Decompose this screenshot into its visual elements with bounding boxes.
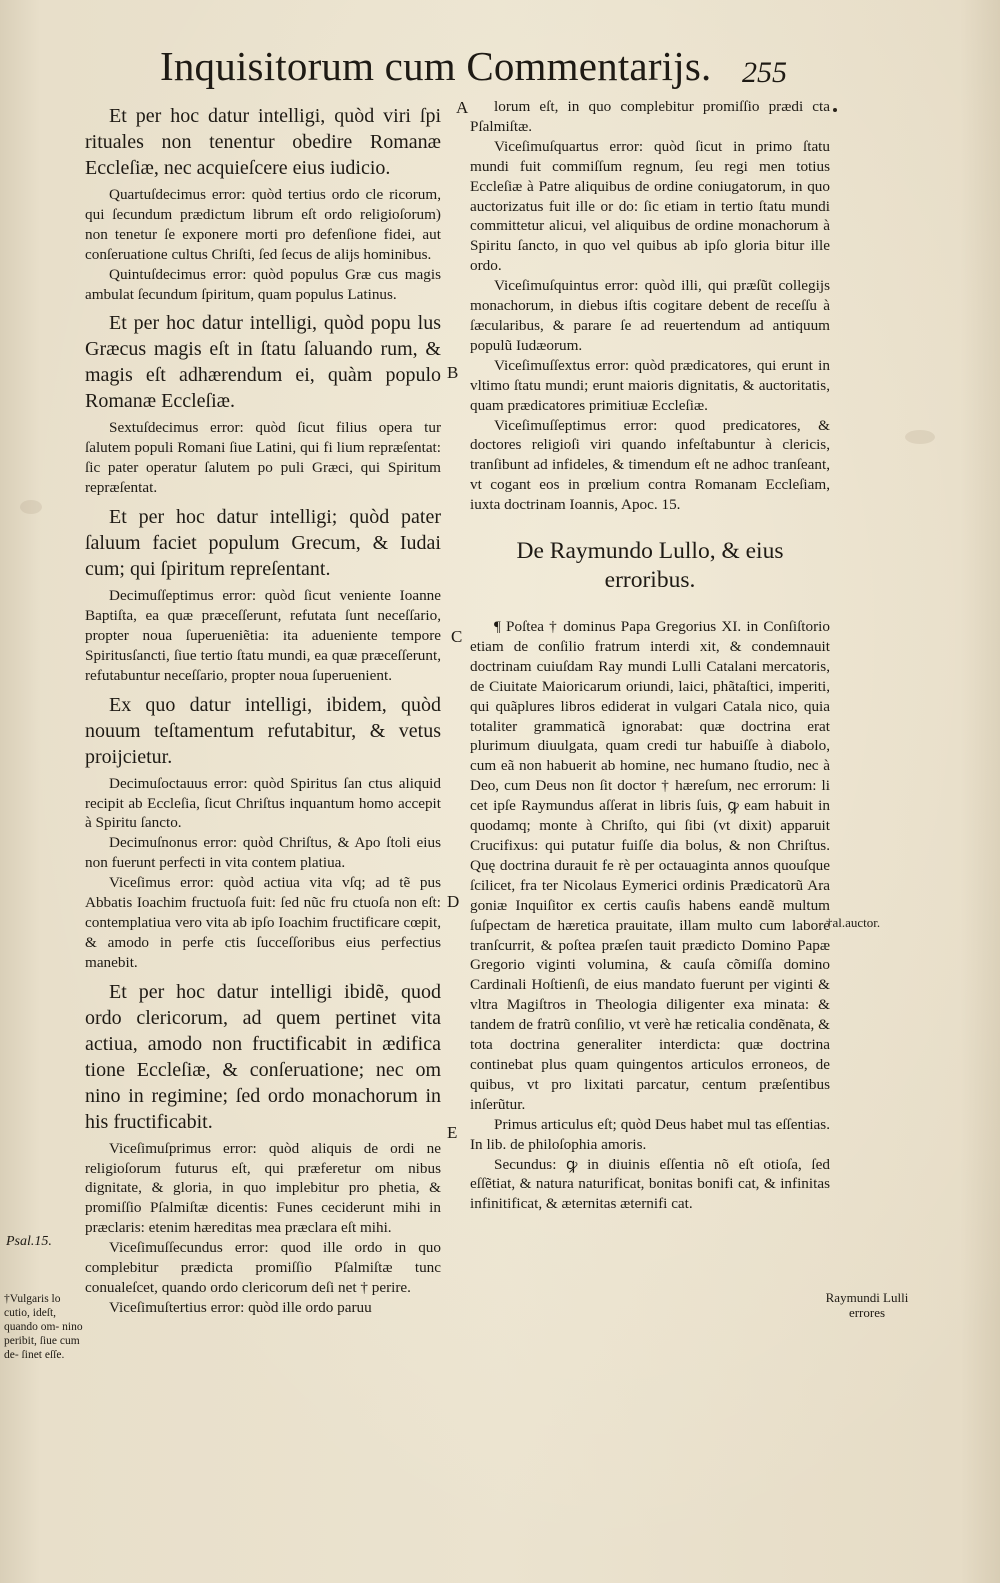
paragraph: Sextuſdecimus error: quòd ſicut filius opera tur ſalutem populi Romani ſiue Latini, qui fi lium repræſentat: ſic pater operatur ſalutem po puli Græci, qui Spiritum repræſentat. <box>85 419 441 497</box>
paragraph: lorum eſt, in quo complebitur promiſſio prædi cta Pſalmiſtæ. <box>470 98 830 135</box>
paragraph: Decimuſſeptimus error: quòd ſicut veniente Ioanne Baptiſta, ea quæ præceſſerunt, refutata ſunt neceſſario, propter noua ſuperueniẽtia: ita adueniente tempore Spiritusſancti, ſiue tertio ſtatu mundi, ea quæ præceſſerunt, refutabuntur neceſſario, propter noua ſuperuenient. <box>85 587 441 684</box>
printers-dot <box>833 108 837 112</box>
paper-stain <box>905 430 935 444</box>
paragraph: Decimuſoctauus error: quòd Spiritus ſan ctus aliquid recipit ab Eccleſia, ſicut Chriſtus inquantum homo accepit à Spiritu ſancto. <box>85 774 441 832</box>
paragraph: Viceſimuſſecundus error: quod ille ordo in quo complebitur prædicta promiſſio Pſalmiſtæ tunc conualeſcet, quando ordo clericorum deſi net † perire. <box>85 1239 441 1296</box>
paragraph: Viceſimuſtertius error: quòd ille ordo paruu <box>109 1298 372 1316</box>
margin-letter-e: E <box>447 1123 458 1142</box>
paragraph: Quintuſdecimus error: quòd populus Græ cus magis ambulat ſecundum ſpiritum, quam populus Latinus. <box>85 265 441 303</box>
paragraph: Et per hoc datur intelligi, quòd viri ſpi rituales non tenentur obedire Romanæ Eccleſiæ, nec acquieſcere eius iudicio. <box>85 105 441 179</box>
page-number: 255 <box>742 56 787 89</box>
paragraph: ¶ Poſtea † dominus Papa Gregorius XI. in Conſiſtorio etiam de conſilio fratrum interdi xit, & condemnauit doctrinam cuiuſdam Ray mundi Lulli Catalani mercatoris, de Ciuitate Maioricarum oriundi, laici, phãtaſtici, imperiti, qui quãplures libros ediderat in vulgari Catala nico, quia totaliter grammaticã ignorabat: quæ doctrina erat plurimum diuulgata, quam credi tur habuiſſe à diabolo, cum eã non habuerit ab homine, nec humano ſtudio, nec à Deo, cum Deus non ſit doctor † hæreſum, nec errorum: li cet ipſe Raymundus aſſerat in libris ſuis, ꝙ eam habuit in quodamq; monte à Chriſto, qui ſibi (vt dixit) apparuit Crucifixus: qui putatur fuiſſe dia bolus, & non Chriſtus. Quę doctrina durauit fe rè per octauaginta annos quouſque ſcilicet, fra ter Nicolaus Eymerici ordinis Prædicatorũ Ara goniæ Inquiſitor ex certis cauſis habens eandẽ multum ſuſpectam de hæretica prauitate, illam multo cum labore tranſcurrit, & poſtea præſen tauit prædicto Domino Papæ Gregorio viginti volumina, & cauſa cõmiſſa domino Cardinali Hoſtienſi, de eius mandato fuerunt per viginti & vltra Magiſtros in Theologia diligenter exa minata: & tandem de fratrũ conſilio, vt verè hæ reticalia condẽnata, & tota doctrina generaliter interdicta: quæ doctrina continebat plus quam quingentos articulos erroneos, de quibus, vt pro lixitati parcatur, centum præſentibus inſerũtur. <box>470 618 830 1113</box>
margin-letter-b: B <box>447 363 459 382</box>
margin-note-raymundi-errores: Raymundi Lulli errores <box>825 1290 909 1320</box>
paragraph: Quartuſdecimus error: quòd tertius ordo cle ricorum, qui ſecundum prædictum librum eſt ordo religioſorum) non tenetur ſe exponere morti pro defenſione fidei, aut conſeruatione cultus Chriſti, ſed ſecus de alijs hominibus. <box>85 186 441 263</box>
paragraph: Viceſimuſquintus error: quòd illi, qui præſũt collegijs monachorum, in diebus iſtis cogitare debent de receſſu à ſæcularibus, & parare ſe ad reuertendum ad antiquum populũ Iudæorum. <box>470 277 830 354</box>
margin-letter-a: A <box>456 98 469 117</box>
right-column <box>470 97 830 1214</box>
paragraph: Et per hoc datur intelligi ibidẽ, quod ordo clericorum, ad quem pertinet vita actiua, amodo non fructificabit in ædifica tione Eccleſiæ, & conſeruatione; nec om nino in regimine; ſed ordo monachorum in his fructificabit. <box>85 980 441 1133</box>
margin-letter-c: C <box>451 627 463 646</box>
section-heading: De Raymundo Lullo, & eius erroribus. <box>516 538 784 594</box>
paragraph: Et per hoc datur intelligi, quòd popu lus Græcus magis eſt in ſtatu ſaluando rum, & magis eſt adhærendum ei, quàm populo Romanæ Eccleſiæ. <box>85 312 441 413</box>
margin-note-psalm: Psal.15. <box>6 1234 52 1249</box>
paragraph: Viceſimus error: quòd actiua vita vſq; ad tẽ pus Abbatis Ioachim fructuoſa fuit: ſed nũc fru ctuoſa non eſt: contemplatiua vero vita ab ipſo Ioachim fructificare cœpit, & amodo in perfe ctis ſucceſſoribus eius perfectius manebit. <box>85 874 441 971</box>
margin-note-vulgaris: †Vulgaris lo cutio, ideſt, quando om- nino peribit, ſiue cum de- ſinet eſſe. <box>4 1293 83 1361</box>
margin-note-auctor: †al.auctor. <box>826 915 881 930</box>
running-head: Inquisitorum cum Commentarijs. <box>160 43 712 89</box>
paper-stain <box>20 500 42 514</box>
paragraph: Ex quo datur intelligi, ibidem, quòd nouum teſtamentum refutabitur, & vetus proijcietur. <box>85 693 441 768</box>
paragraph: Viceſimuſquartus error: quòd ſicut in primo ſtatu mundi fuit commiſſum regnum, ſeu regi men totius Eccleſiæ à Patre aliquibus de ordine coniugatorum, in quo auctorizatus fuit ille or do: ſic etiam in tertio ſtatu mundi committetur alicui, vel aliquibus de ordine monachorum à Spiritu ſancto, in quo vel quibus ab ipſo gloria bitur ille ordo. <box>470 137 830 275</box>
paragraph: Viceſimuſſextus error: quòd prædicatores, qui erunt in vltimo ſtatu mundi; erunt maioris dignitatis, & auctoritatis, quam prædicatores primitiuæ Eccleſiæ. <box>470 356 830 414</box>
paragraph: Primus articulus eſt; quòd Deus habet mul tas eſſentias. In lib. de philoſophia amoris. <box>470 1115 830 1153</box>
paragraph: Et per hoc datur intelligi; quòd pater ſaluum faciet populum Grecum, & Iudai cum; qui ſpiritum repreſentant. <box>85 506 441 581</box>
left-column <box>85 97 441 1318</box>
paragraph: Viceſimuſprimus error: quòd aliquis de ordi ne religioſorum futurus eſt, qui præferetur om nibus dignitate, & gloria, in quo implebitur pro phetia, & promiſſio Pſalmiſtæ dicentis: Funes ceciderunt mihi in præclaris: etenim hæreditas mea præclara eſt mihi. <box>85 1139 441 1237</box>
margin-letter-d: D <box>447 892 460 911</box>
paragraph: Viceſimuſſeptimus error: quod predicatores, & doctores religioſi viri quando infeſtabuntur à clericis, tranſibunt ad infideles, & timendum eſt ne adhoc tranſeant, vt cogant eos in prœlium contra Romanam Eccleſiam, iuxta doctrinam Ioannis, Apoc. 15. <box>470 416 830 514</box>
paragraph: Decimuſnonus error: quòd Chriſtus, & Apo ſtoli eius non fuerunt perfecti in vita contem platiua. <box>85 834 441 872</box>
paragraph: Secundus: ꝙ in diuinis eſſentia nõ eſt otioſa, ſed eſſẽtiat, & natura naturificat, bonitas bonifi cat, & infinitas infinitificat, & æternitas æternifi cat. <box>470 1155 830 1213</box>
